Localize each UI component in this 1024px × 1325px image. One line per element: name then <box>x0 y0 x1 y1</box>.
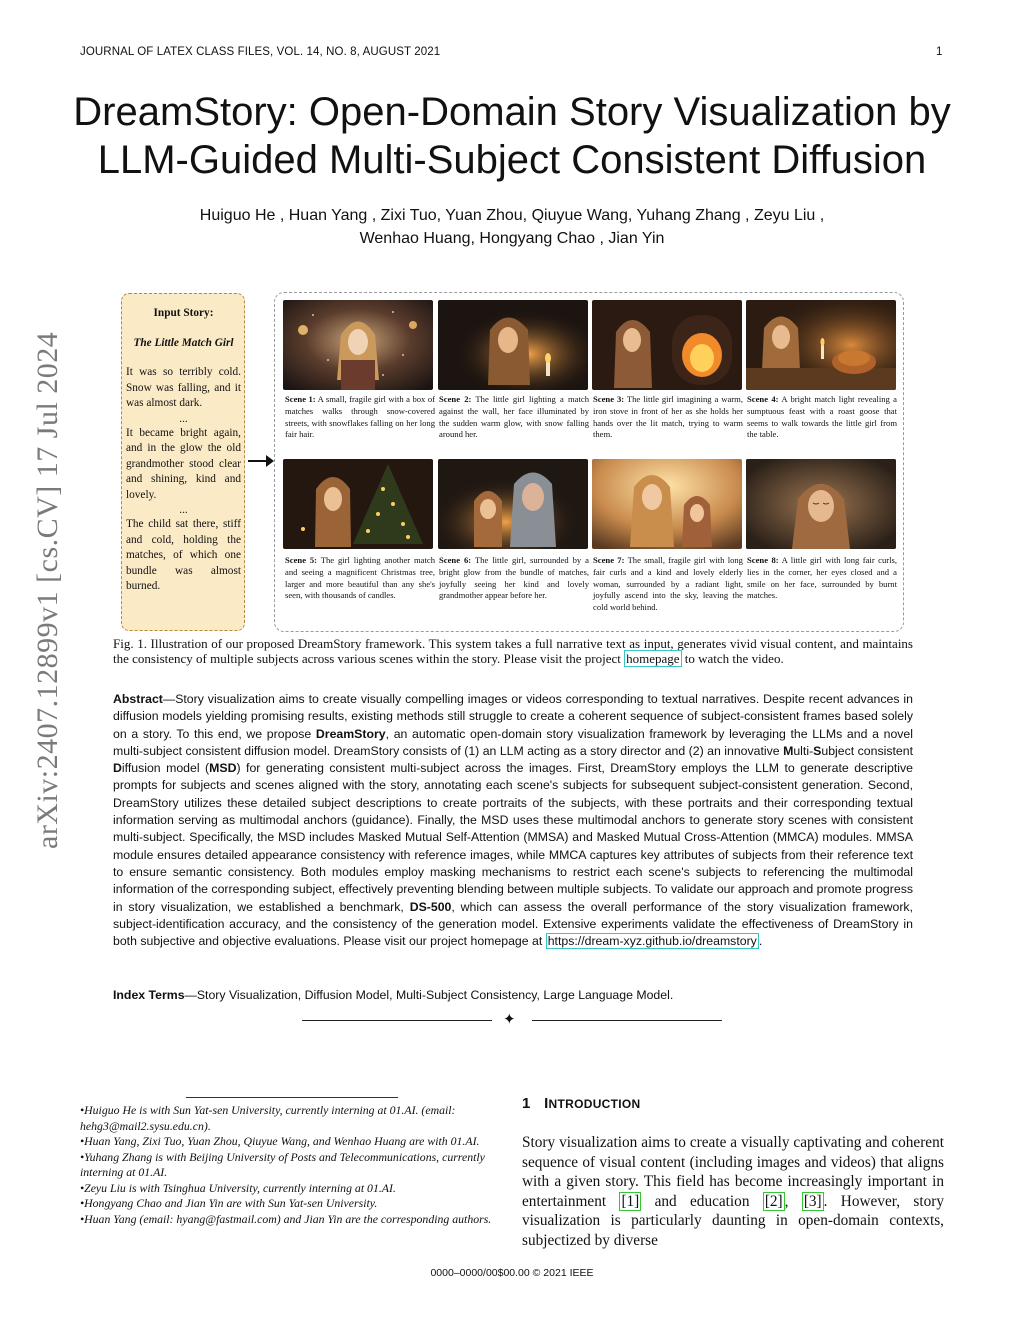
scene-7-caption <box>593 555 743 614</box>
abstract-text-2: , an automatic open-domain story visualization framework by leveraging the LLMs and a novel multi-subject consistent diffusion model. DreamStory consists of (1) an LLM acting as a story director and (2) an innovative <box>113 726 913 758</box>
citation-link-3[interactable]: [3] <box>803 1192 822 1210</box>
section-number: 1 <box>522 1095 531 1112</box>
input-story-box <box>121 293 245 631</box>
separator-line-left <box>302 1020 492 1021</box>
abstract-label: Abstract <box>113 692 163 706</box>
scene-4-label: Scene 4: <box>747 394 779 404</box>
separator-star-icon: ✦ <box>503 1012 516 1028</box>
scene-1-text: A small, fragile girl with a box of matches walks through snow-covered streets, with snowflakes falling on her long fair hair. <box>285 394 435 440</box>
scene-8-text: A little girl with long fair curls, lies in the corner, her eyes closed and a smile on her face, surrounded by burnt matches. <box>747 555 897 601</box>
homepage-link[interactable]: homepage <box>626 650 680 666</box>
abstract-text-3: ) for generating consistent multi-subject across the images. First, DreamStory employs the LLM to generate descriptive prompts for subjects and scenes aligned with the story, annotating each scene's subjects for subsequent subject-consistent generation. Second, DreamStory utilizes these detailed subject descriptions to create portraits of the subjects, with these portraits and their corresponding textual information serving as multimodal anchors (guidance). Finally, the MSD uses these multimodal anchors to generate story scenes with consistent multi-subject. Specifically, the MSD includes Masked Mutual Self-Attention (MMSA) and Masked Mutual Cross-Attention (MMCA) modules. MMSA module ensures detailed appearance consistency with reference images, while MMCA captures key attributes of subjects from their reference text to ensure semantic consistency. Both modules employ masking mechanisms to restrict each scene's subjects to referencing the multimodal information of the corresponding subject, effectively preventing blending between multiple subjects. To validate our approach and promote progress in story visualization, we established a benchmark, <box>113 761 914 914</box>
footnote-4: •Zeyu Liu is with Tsinghua University, currently interning at 01.AI. <box>80 1180 396 1195</box>
index-terms-text: —Story Visualization, Diffusion Model, Multi-Subject Consistency, Large Language Model. <box>184 988 674 1002</box>
intro-text-2: and education <box>641 1192 763 1210</box>
paper-title: DreamStory: Open-Domain Story Visualization by LLM-Guided Multi-Subject Consistent Diffusion <box>73 90 951 182</box>
index-terms <box>113 987 913 1004</box>
footnote-3: •Yuhang Zhang is with Beijing University of Posts and Telecommunications, currently interning at 01.AI. <box>80 1149 485 1179</box>
citation-link-2[interactable]: [2] <box>764 1192 783 1210</box>
scene-2-caption <box>439 394 589 441</box>
introduction-text <box>522 1133 944 1251</box>
abstract-bold-dreamstory: DreamStory <box>315 726 386 741</box>
intro-text-3: , <box>784 1192 802 1210</box>
scene-3-label: Scene 3: <box>593 394 625 404</box>
scene-4-caption <box>747 394 897 441</box>
scene-1-image <box>283 300 433 390</box>
scene-1-label: Scene 1: <box>285 394 316 404</box>
author-list <box>60 204 964 250</box>
scene-3-text: The little girl imagining a warm, iron stove in front of her as she holds her hands over the lit match, trying to warm them. <box>593 394 743 440</box>
footnote-rule <box>186 1097 398 1098</box>
scene-5-label: Scene 5: <box>285 555 318 565</box>
ellipsis-1: ... <box>179 412 188 425</box>
input-story-para-2: It became bright again, and in the glow the old grandmother stood clear and shining, kind and lovely. <box>126 426 241 501</box>
scene-6-caption <box>439 555 589 602</box>
abstract-bold-msd: MSD <box>209 761 237 776</box>
input-story-heading: Input Story: <box>153 307 214 319</box>
separator-line-right <box>532 1020 722 1021</box>
scene-2-text: The little girl lighting a match against the wall, her face illuminated by the sudden warm glow, with snow falling around her. <box>439 394 589 440</box>
abstract-bold-ds500: DS-500 <box>409 899 452 914</box>
arxiv-stamp: arXiv:2407.12899v1 [cs.CV] 17 Jul 2024 <box>31 331 64 849</box>
scene-3-caption <box>593 394 743 441</box>
scene-8-image <box>746 459 896 549</box>
abstract-text-4: , which can assess the overall performance of the story visualization framework, subject-identification accuracy, and the consistency of the generation model. Extensive experiments validate the effectiveness of DreamStory in both subjective and objective evaluations. Please visit our project homepage at <box>113 899 913 949</box>
intro-text-1: Story visualization aims to create a visually captivating and coherent sequence of visual content (including images and videos) that aligns with a given story. This field has become increasingly important in entertainment <box>522 1134 944 1210</box>
author-line-2: Wenhao Huang, Hongyang Chao , Jian Yin <box>359 230 665 247</box>
scene-5-image <box>283 459 433 549</box>
page-number: 1 <box>936 46 943 58</box>
scene-5-caption <box>285 555 435 602</box>
input-story-para-1: It was so terribly cold. Snow was falling, and it was almost dark. <box>126 366 241 409</box>
copyright-footer: 0000–0000/00$00.00 © 2021 IEEE <box>430 1267 594 1279</box>
footnote-5: •Hongyang Chao and Jian Yin are with Sun Yat-sen University. <box>80 1196 378 1210</box>
section-heading <box>522 1095 641 1112</box>
scene-6-label: Scene 6: <box>439 555 472 565</box>
abstract-text-iffusion: iffusion model ( <box>121 761 210 776</box>
scene-7-label: Scene 7: <box>593 555 625 565</box>
input-story-para-3: The child sat there, stiff and cold, holding the matches, of which one bundle was almost burned. <box>126 518 241 592</box>
section-title-rest: NTRODUCTION <box>548 1097 641 1111</box>
scene-4-text: A bright match light revealing a sumptuous feast with a roast goose that seems to walk towards the little girl from the table. <box>747 394 898 440</box>
abstract <box>113 691 913 950</box>
citation-link-1[interactable]: [1] <box>621 1192 640 1210</box>
figure-caption-tail: to watch the video. <box>681 650 784 666</box>
footnote-2: •Huan Yang, Zixi Tuo, Yuan Zhou, Qiuyue Wang, and Wenhao Huang are with 01.AI. <box>80 1134 480 1148</box>
project-homepage-link[interactable]: https://dream-xyz.github.io/dreamstory <box>547 934 757 949</box>
scene-4-image <box>746 300 896 390</box>
abstract-bold-m: M <box>783 743 794 758</box>
footnote-6: •Huan Yang (email: hyang@fastmail.com) and Jian Yin are the corresponding authors. <box>80 1211 492 1226</box>
scene-7-text: The small, fragile girl with long fair curls and a kind and lovely elderly woman, surrounded by a radiant light, joyfully ascend into the sky, leaving the cold world behind. <box>593 555 743 613</box>
abstract-text-ubject: ubject consistent <box>821 743 913 758</box>
section-title-initial: I <box>544 1095 549 1112</box>
index-terms-label: Index Terms <box>113 988 185 1002</box>
input-story-title: The Little Match Girl <box>133 336 234 349</box>
scene-2-label: Scene 2: <box>439 394 472 404</box>
scene-7-image <box>592 459 742 549</box>
abstract-text-ulti: ulti- <box>793 743 814 758</box>
footnotes <box>80 1103 504 1227</box>
footnote-1: •Huiguo He is with Sun Yat-sen University, currently interning at 01.AI. (email: hehg3@mail2.sysu.edu.cn). <box>80 1103 456 1133</box>
scene-8-caption <box>747 555 897 602</box>
scene-2-image <box>438 300 588 390</box>
abstract-text-1: —Story visualization aims to create visually compelling images or videos corresponding to textual narratives. Despite recent advances in diffusion models yielding promising results, existing methods still struggle to create a coherent sequence of subject-consistent frames based solely on a story. To this end, we propose <box>113 692 913 741</box>
running-head: JOURNAL OF LATEX CLASS FILES, VOL. 14, NO. 8, AUGUST 2021 <box>80 46 441 58</box>
intro-text-4: . However, story visualization is particularly daunting in open-domain contexts, subjectized by diverse <box>522 1192 945 1249</box>
scene-8-label: Scene 8: <box>747 555 779 565</box>
arrow-right-icon <box>266 455 274 467</box>
scene-6-image <box>438 459 588 549</box>
scene-6-text: The little girl, surrounded by a bright glow from the bundle of matches, joyfully seeing her kind and lovely grandmother appear before her. <box>439 555 589 601</box>
abstract-bold-d: D <box>113 761 122 776</box>
abstract-bold-s: S <box>813 743 822 758</box>
scene-5-text: The girl lighting another match and seeing a magnificent Christmas tree, larger and more beautiful than any she's seen, with thousands of candles. <box>285 555 435 601</box>
figure-caption <box>113 637 913 666</box>
ellipsis-2: ... <box>179 504 188 516</box>
author-line-1: Huiguo He , Huan Yang , Zixi Tuo, Yuan Zhou, Qiuyue Wang, Yuhang Zhang , Zeyu Liu , <box>199 207 825 224</box>
scene-1-caption <box>285 394 435 441</box>
abstract-text-end: . <box>758 934 763 949</box>
scene-3-image <box>592 300 742 390</box>
figure-caption-text: Fig. 1. Illustration of our proposed DreamStory framework. This system takes a full narrative text as input, generates vivid visual content, and maintains the consistency of multiple subjects across various scenes within the story. Please visit the project <box>113 636 913 666</box>
